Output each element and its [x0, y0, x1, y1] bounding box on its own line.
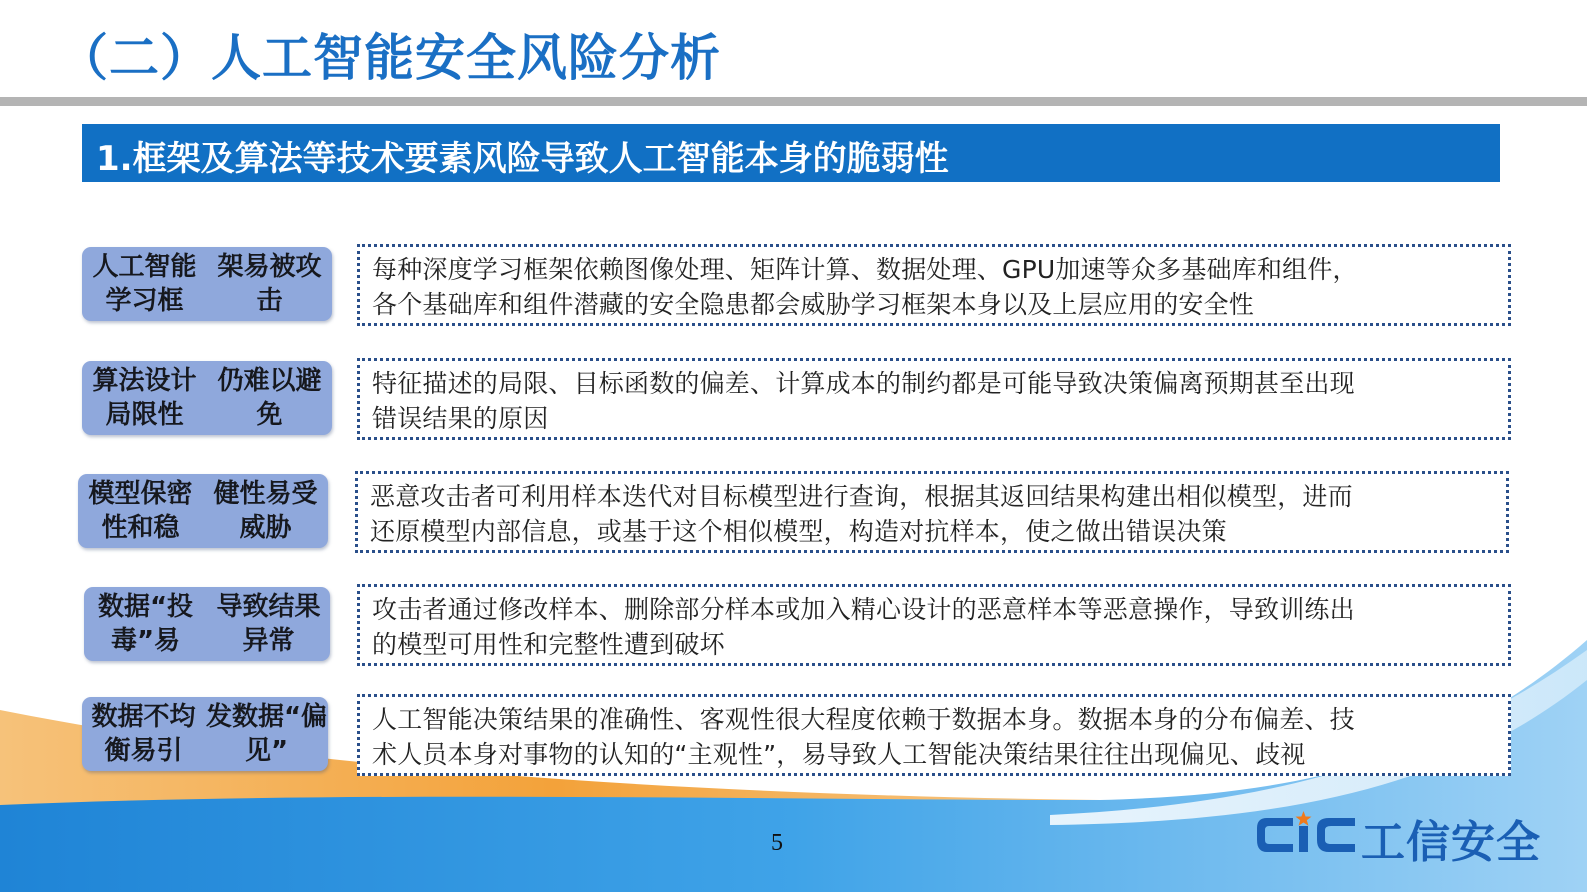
risk-tag-line: 算法设计局限性	[92, 366, 197, 430]
risk-description	[357, 584, 1511, 666]
risk-tag-line: 导致结果异常	[216, 592, 321, 656]
risk-description	[357, 358, 1511, 440]
logo-text: 工信安全	[1361, 817, 1541, 868]
page-number: 5	[771, 830, 783, 856]
risk-row	[0, 697, 1587, 781]
risk-tag-line: 模型保密性和稳	[88, 479, 193, 543]
risk-description-line: 术人员本身对事物的认知的“主观性”，易导致人工智能决策结果往往出现偏见、歧视	[372, 740, 1306, 769]
risk-description-line: 错误结果的原因	[372, 404, 549, 433]
risk-tag-line: 仍难以避免	[217, 366, 322, 430]
page-title: （二）人工智能安全风险分析	[58, 29, 721, 87]
risk-tag-line: 数据“投毒”易	[97, 592, 194, 656]
risk-row	[0, 587, 1587, 671]
risk-tag-line: 架易被攻击	[217, 252, 322, 316]
risk-description-line: 恶意攻击者可利用样本迭代对目标模型进行查询，根据其返回结果构建出相似模型，进而	[370, 482, 1353, 511]
company-logo	[1253, 806, 1541, 868]
risk-description	[355, 471, 1509, 553]
risk-tag-line: 健性易受威胁	[213, 479, 318, 543]
risk-row	[0, 361, 1587, 445]
risk-description-line: 人工智能决策结果的准确性、客观性很大程度依赖于数据本身。数据本身的分布偏差、技	[372, 705, 1355, 734]
risk-tag	[82, 247, 332, 321]
risk-description-line: 各个基础库和组件潜藏的安全隐患都会威胁学习框架本身以及上层应用的安全性	[372, 290, 1255, 319]
risk-description-line: 的模型可用性和完整性遭到破坏	[372, 630, 725, 659]
risk-description-line: 每种深度学习框架依赖图像处理、矩阵计算、数据处理、GPU加速等众多基础库和组件，	[372, 255, 1358, 284]
risk-tag-line: 数据不均衡易引	[91, 702, 196, 766]
risk-tag	[78, 474, 328, 548]
risk-tag-line: 人工智能学习框	[92, 252, 197, 316]
risk-row	[0, 247, 1587, 331]
risk-description	[357, 694, 1511, 776]
risk-tag	[82, 361, 332, 435]
risk-tag	[84, 587, 330, 661]
risk-tag	[82, 697, 328, 771]
risk-description-line: 攻击者通过修改样本、删除部分样本或加入精心设计的恶意样本等恶意操作，导致训练出	[372, 595, 1355, 624]
title-divider	[0, 97, 1587, 106]
risk-tag-line: 发数据“偏见”	[205, 702, 328, 766]
risk-row	[0, 474, 1587, 558]
risk-description	[357, 244, 1511, 326]
section-heading-bar	[82, 124, 1500, 182]
section-heading: 1.框架及算法等技术要素风险导致人工智能本身的脆弱性	[96, 139, 949, 179]
cic-logo-icon	[1253, 806, 1363, 862]
risk-description-line: 还原模型内部信息，或基于这个相似模型，构造对抗样本，使之做出错误决策	[370, 517, 1227, 546]
risk-description-line: 特征描述的局限、目标函数的偏差、计算成本的制约都是可能导致决策偏离预期甚至出现	[372, 369, 1355, 398]
